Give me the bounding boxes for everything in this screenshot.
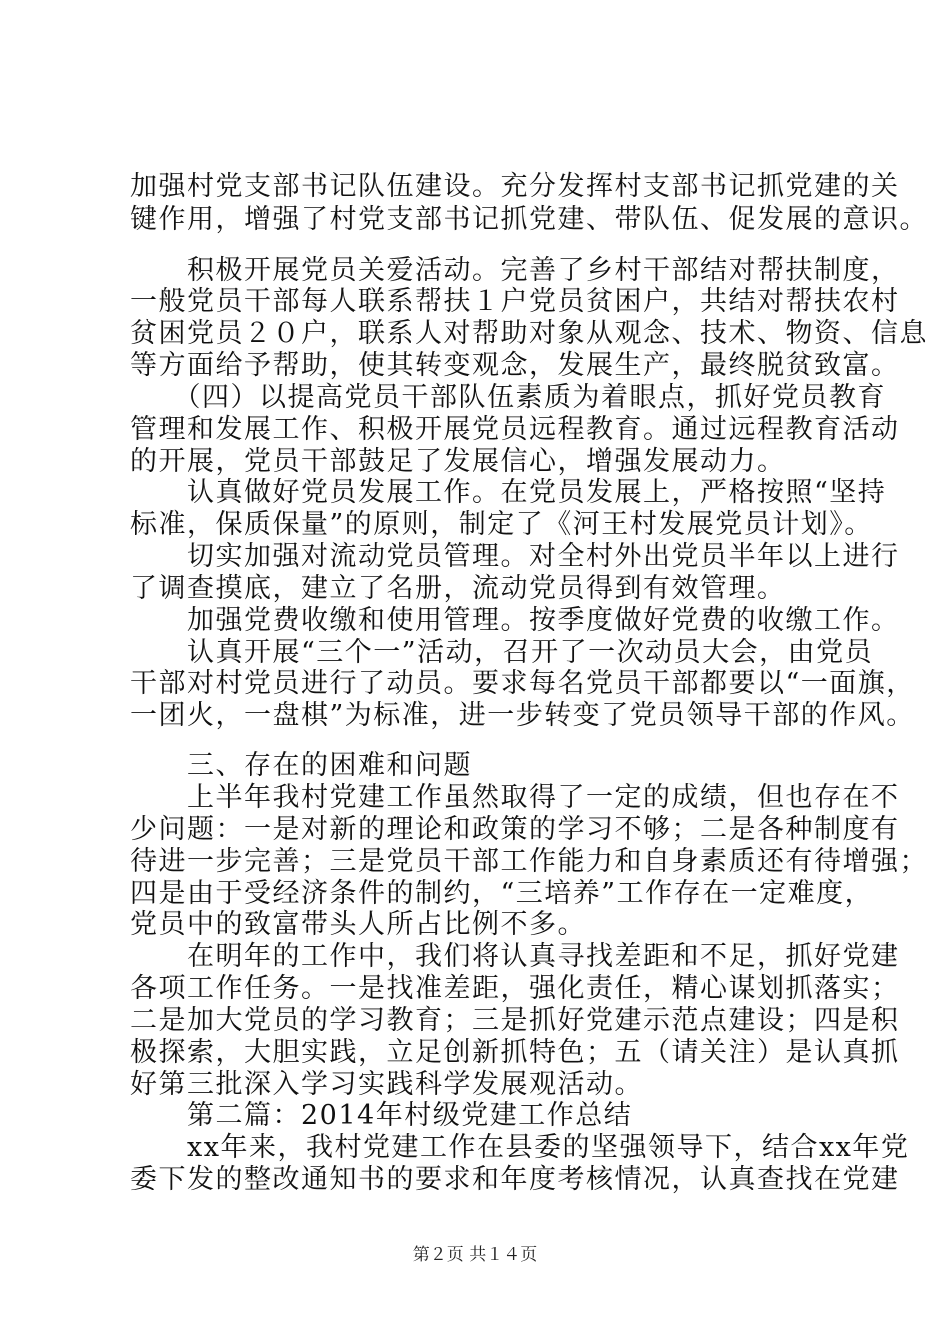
text-line: 四是由于受经济条件的制约，“三培养”工作存在一定难度， <box>130 878 874 909</box>
text-line: 键作用，增强了村党支部书记抓党建、带队伍、促发展的意识。 <box>130 204 928 235</box>
text-line: 在明年的工作中，我们将认真寻找差距和不足，抓好党建 <box>130 941 900 972</box>
text-line: 认真开展“三个一”活动，召开了一次动员大会，由党员 <box>130 637 874 668</box>
text-line: 切实加强对流动党员管理。对全村外出党员半年以上进行 <box>130 541 900 572</box>
text-line: 标准，保质保量”的原则，制定了《河王村发展党员计划》。 <box>130 509 873 540</box>
text-line: 的开展，党员干部鼓足了发展信心，增强发展动力。 <box>130 446 786 477</box>
section-heading: 第二篇：2014年村级党建工作总结 <box>130 1100 633 1131</box>
text-line: 少问题：一是对新的理论和政策的学习不够；二是各种制度有 <box>130 814 900 845</box>
text-line: 一般党员干部每人联系帮扶１户党员贫困户，共结对帮扶农村 <box>130 286 900 317</box>
text-line: 待进一步完善；三是党员干部工作能力和自身素质还有待增强； <box>130 846 928 877</box>
text-line: 加强村党支部书记队伍建设。充分发挥村支部书记抓党建的关 <box>130 171 900 202</box>
text-line: 加强党费收缴和使用管理。按季度做好党费的收缴工作。 <box>130 605 900 636</box>
text-line: 极探索，大胆实践，立足创新抓特色；五（请关注）是认真抓 <box>130 1037 900 1068</box>
text-line: 等方面给予帮助，使其转变观念，发展生产，最终脱贫致富。 <box>130 350 900 381</box>
text-line: 认真做好党员发展工作。在党员发展上，严格按照“坚持 <box>130 477 887 508</box>
text-line: 委下发的整改通知书的要求和年度考核情况，认真查找在党建 <box>130 1164 900 1195</box>
text-line: 二是加大党员的学习教育；三是抓好党建示范点建设；四是积 <box>130 1005 900 1036</box>
text-line: 积极开展党员关爱活动。完善了乡村干部结对帮扶制度， <box>130 255 900 286</box>
text-line: xx年来，我村党建工作在县委的坚强领导下，结合xx年党 <box>130 1132 910 1163</box>
text-line: 干部对村党员进行了动员。要求每名党员干部都要以“一面旗， <box>130 668 915 699</box>
page-number-footer: 第２页 共１４页 <box>412 1245 538 1265</box>
text-line: 上半年我村党建工作虽然取得了一定的成绩，但也存在不 <box>130 782 900 813</box>
section-heading: 三、存在的困难和问题 <box>130 750 472 781</box>
text-line: 各项工作任务。一是找准差距，强化责任，精心谋划抓落实； <box>130 973 900 1004</box>
text-line: 管理和发展工作、积极开展党员远程教育。通过远程教育活动 <box>130 414 900 445</box>
text-line: 了调查摸底，建立了名册，流动党员得到有效管理。 <box>130 573 786 604</box>
text-line: 一团火，一盘棋”为标准，进一步转变了党员领导干部的作风。 <box>130 700 915 731</box>
text-line: （四）以提高党员干部队伍素质为着眼点，抓好党员教育 <box>130 382 886 413</box>
text-line: 贫困党员２０户，联系人对帮助对象从观念、技术、物资、信息 <box>130 318 928 349</box>
text-line: 党员中的致富带头人所占比例不多。 <box>130 909 586 940</box>
text-line: 好第三批深入学习实践科学发展观活动。 <box>130 1069 643 1100</box>
